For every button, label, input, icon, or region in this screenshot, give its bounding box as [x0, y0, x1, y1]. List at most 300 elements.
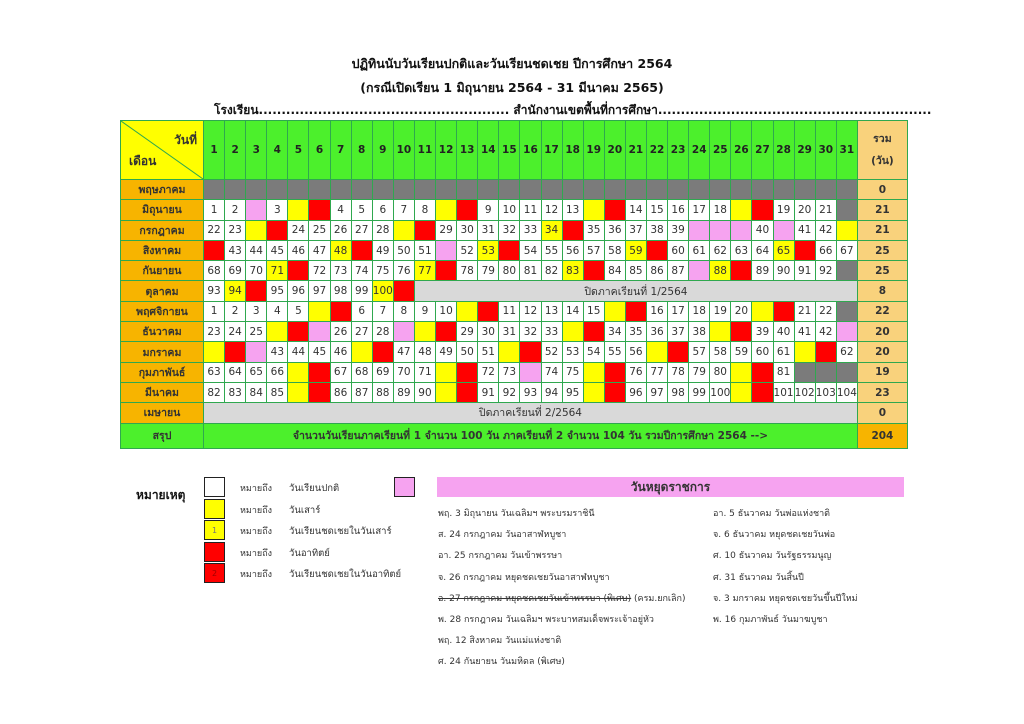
school-day-cell: 61 [689, 240, 710, 260]
school-day-cell: 47 [393, 342, 414, 362]
school-day-cell: 27 [351, 220, 372, 240]
school-day-cell: 52 [541, 342, 562, 362]
school-day-cell: 3 [267, 200, 288, 220]
month-row [121, 301, 908, 321]
school-day-cell: 71 [414, 362, 435, 382]
school-day-cell: 54 [583, 342, 604, 362]
legend-means-label: หมายถึง [240, 548, 273, 559]
holiday-text: พฤ. 3 มิถุนายน วันเฉลิมฯ พระบรมราชินี [438, 509, 595, 519]
saturday-cell [583, 382, 604, 402]
holiday-cell [773, 220, 794, 240]
school-day-cell: 15 [583, 301, 604, 321]
school-day-cell: 94 [541, 382, 562, 402]
legend-description: วันเรียนชดเชยในวันอาทิตย์ [289, 569, 402, 580]
no-day-cell [836, 362, 857, 382]
month-total: 0 [857, 180, 907, 200]
no-day-cell [752, 180, 773, 200]
school-day-cell: 97 [309, 281, 330, 301]
holiday-text: พฤ. 12 สิงหาคม วันแม่แห่งชาติ [438, 636, 562, 647]
sunday-cell [225, 342, 246, 362]
school-day-cell: 25 [309, 220, 330, 240]
school-day-cell: 14 [625, 200, 646, 220]
school-day-cell: 90 [414, 382, 435, 402]
school-day-cell: 93 [204, 281, 225, 301]
no-day-cell [478, 180, 499, 200]
school-day-cell: 29 [436, 220, 457, 240]
school-day-cell: 73 [499, 362, 520, 382]
holiday-text: พ. 28 กรกฎาคม วันเฉลิมฯ พระบาทสมเด็จพระเจ้าอยู่หัว [438, 615, 654, 625]
school-day-cell: 35 [625, 322, 646, 342]
school-day-cell: 61 [773, 342, 794, 362]
school-day-cell: 97 [646, 382, 667, 402]
no-day-cell [646, 180, 667, 200]
saturday-cell [562, 322, 583, 342]
day-header: 27 [752, 121, 773, 180]
sunday-cell [351, 240, 372, 260]
school-day-cell: 46 [288, 240, 309, 260]
school-day-cell: 100 [710, 382, 731, 402]
holiday-text: ศ. 24 กันยายน วันมหิดล (พิเศษ) [438, 657, 565, 668]
month-row [121, 362, 908, 382]
month-total: 19 [857, 362, 907, 382]
holiday-text: จ. 6 ธันวาคม หยุดชดเชยวันพ่อ [713, 530, 836, 541]
school-day-cell: 42 [815, 322, 836, 342]
day-header: 3 [246, 121, 267, 180]
holiday-item [713, 527, 835, 541]
school-day-cell: 53 [562, 342, 583, 362]
school-day-cell: 18 [689, 301, 710, 321]
saturday-makeup-cell: 83 [562, 261, 583, 281]
school-day-cell: 5 [288, 301, 309, 321]
saturday-cell [836, 220, 857, 240]
saturday-cell [794, 342, 815, 362]
summary-total: 204 [857, 423, 907, 448]
school-day-cell: 18 [710, 200, 731, 220]
school-day-cell: 78 [457, 261, 478, 281]
school-day-cell: 21 [815, 200, 836, 220]
school-day-cell: 89 [393, 382, 414, 402]
month-total: 22 [857, 301, 907, 321]
legend-means-label: หมายถึง [240, 505, 273, 516]
month-row [121, 281, 908, 301]
legend-means-label: หมายถึง [240, 484, 273, 494]
sunday-cell [288, 322, 309, 342]
school-day-cell: 23 [204, 322, 225, 342]
school-day-cell: 50 [393, 240, 414, 260]
school-day-cell: 79 [689, 362, 710, 382]
holiday-item [438, 591, 685, 605]
school-day-cell: 72 [478, 362, 499, 382]
school-day-cell: 98 [330, 281, 351, 301]
holiday-item [713, 570, 804, 584]
school-day-cell: 32 [499, 220, 520, 240]
month-name: พฤศจิกายน [121, 301, 204, 321]
saturday-cell [583, 362, 604, 382]
page-subtitle: (กรณีเปิดเรียน 1 มิถุนายน 2564 - 31 มีนาคม 2565) [360, 80, 664, 95]
school-day-cell: 56 [562, 240, 583, 260]
school-day-cell: 10 [436, 301, 457, 321]
holiday-item [713, 591, 858, 605]
month-row [121, 200, 908, 220]
no-day-cell [836, 261, 857, 281]
day-header: 6 [309, 121, 330, 180]
legend-swatch [204, 477, 225, 497]
sunday-cell [604, 382, 625, 402]
school-day-cell: 79 [478, 261, 499, 281]
school-day-cell: 22 [204, 220, 225, 240]
saturday-cell [604, 301, 625, 321]
school-day-cell: 43 [267, 342, 288, 362]
total-header-line1: รวม [873, 133, 892, 145]
holiday-cell [689, 261, 710, 281]
school-day-cell: 84 [604, 261, 625, 281]
school-day-cell: 89 [752, 261, 773, 281]
holiday-text: อา. 25 กรกฎาคม วันเข้าพรรษา [438, 551, 563, 562]
school-day-cell: 78 [668, 362, 689, 382]
school-day-cell: 12 [520, 301, 541, 321]
school-day-cell: 91 [794, 261, 815, 281]
school-day-cell: 102 [794, 382, 815, 402]
holiday-cell [710, 220, 731, 240]
school-day-cell: 64 [225, 362, 246, 382]
school-day-cell: 82 [204, 382, 225, 402]
saturday-cell [583, 200, 604, 220]
school-day-cell: 83 [225, 382, 246, 402]
school-day-cell: 30 [457, 220, 478, 240]
sunday-cell [204, 240, 225, 260]
legend-swatch [204, 499, 225, 519]
month-total: 20 [857, 342, 907, 362]
no-day-cell [288, 180, 309, 200]
school-calendar-table [120, 120, 908, 449]
school-day-cell: 99 [689, 382, 710, 402]
saturday-cell [436, 200, 457, 220]
no-day-cell [836, 180, 857, 200]
school-day-cell: 86 [330, 382, 351, 402]
month-axis-label: เดือน [129, 154, 157, 168]
month-name: สิงหาคม [121, 240, 204, 260]
school-day-cell: 28 [372, 322, 393, 342]
school-day-cell: 39 [752, 322, 773, 342]
sunday-cell [499, 240, 520, 260]
school-day-cell: 47 [309, 240, 330, 260]
school-day-cell: 27 [351, 322, 372, 342]
month-name: มีนาคม [121, 382, 204, 402]
sunday-cell [288, 261, 309, 281]
sunday-cell [246, 281, 267, 301]
holiday-item [438, 527, 566, 541]
no-day-cell [689, 180, 710, 200]
school-day-cell: 68 [204, 261, 225, 281]
school-day-cell: 9 [478, 200, 499, 220]
month-row [121, 382, 908, 402]
month-name: กรกฎาคม [121, 220, 204, 240]
school-day-cell: 1 [204, 301, 225, 321]
holiday-cell [246, 342, 267, 362]
school-day-cell: 66 [267, 362, 288, 382]
no-day-cell [457, 180, 478, 200]
sunday-cell [414, 220, 435, 240]
school-day-cell: 43 [225, 240, 246, 260]
saturday-makeup-cell: 71 [267, 261, 288, 281]
holiday-item [713, 548, 831, 562]
school-day-cell: 10 [499, 200, 520, 220]
school-day-cell: 68 [351, 362, 372, 382]
holiday-item [438, 612, 654, 626]
saturday-cell [752, 301, 773, 321]
summary-row [121, 423, 908, 448]
school-day-cell: 87 [668, 261, 689, 281]
day-header: 29 [794, 121, 815, 180]
school-day-cell: 48 [414, 342, 435, 362]
saturday-cell [436, 362, 457, 382]
saturday-makeup-cell: 100 [372, 281, 393, 301]
saturday-cell [204, 342, 225, 362]
month-total: 25 [857, 240, 907, 260]
school-day-cell: 31 [478, 220, 499, 240]
school-day-cell: 51 [414, 240, 435, 260]
saturday-makeup-cell: 59 [625, 240, 646, 260]
legend-means-label: หมายถึง [240, 527, 273, 537]
saturday-makeup-cell: 53 [478, 240, 499, 260]
sunday-cell [794, 240, 815, 260]
month-name: ตุลาคม [121, 281, 204, 301]
school-day-cell: 99 [351, 281, 372, 301]
month-row [121, 322, 908, 342]
saturday-cell [288, 200, 309, 220]
no-day-cell [668, 180, 689, 200]
holiday-text: พ. 16 กุมภาพันธ์ วันมาฆบูชา [713, 615, 828, 625]
school-day-cell: 2 [225, 200, 246, 220]
saturday-cell [499, 342, 520, 362]
school-day-cell: 20 [731, 301, 752, 321]
school-day-cell: 51 [478, 342, 499, 362]
no-day-cell [520, 180, 541, 200]
school-day-cell: 17 [689, 200, 710, 220]
school-day-cell: 8 [414, 200, 435, 220]
semester-break-cell: ปิดภาคเรียนที่ 1/2564 [414, 281, 857, 301]
school-day-cell: 84 [246, 382, 267, 402]
school-day-cell: 81 [520, 261, 541, 281]
saturday-cell [731, 382, 752, 402]
no-day-cell [836, 200, 857, 220]
no-day-cell [246, 180, 267, 200]
school-day-cell: 82 [541, 261, 562, 281]
school-day-cell: 26 [330, 322, 351, 342]
day-header: 15 [499, 121, 520, 180]
sunday-cell [309, 200, 330, 220]
no-day-cell [604, 180, 625, 200]
school-day-cell: 60 [668, 240, 689, 260]
holiday-cell [309, 322, 330, 342]
school-day-cell: 29 [457, 322, 478, 342]
day-header: 21 [625, 121, 646, 180]
no-day-cell [414, 180, 435, 200]
no-day-cell [309, 180, 330, 200]
sunday-cell [457, 362, 478, 382]
no-day-cell [836, 301, 857, 321]
school-day-cell: 4 [330, 200, 351, 220]
school-day-cell: 65 [246, 362, 267, 382]
sunday-cell [372, 342, 393, 362]
school-day-cell: 52 [457, 240, 478, 260]
school-day-cell: 42 [815, 220, 836, 240]
school-day-cell: 23 [225, 220, 246, 240]
school-day-cell: 104 [836, 382, 857, 402]
legend-means-label: หมายถึง [240, 570, 273, 580]
month-total: 0 [857, 403, 907, 423]
school-day-cell: 31 [499, 322, 520, 342]
sunday-cell [815, 342, 836, 362]
holiday-text: ศ. 31 ธันวาคม วันสิ้นปี [713, 572, 804, 583]
holiday-cell [246, 200, 267, 220]
header-row [121, 121, 908, 180]
holiday-cell [836, 322, 857, 342]
sunday-cell [457, 382, 478, 402]
holiday-note: (ครม.ยกเลิก) [631, 593, 686, 604]
no-day-cell [710, 180, 731, 200]
school-day-cell: 41 [794, 322, 815, 342]
total-header-line2: (วัน) [871, 155, 894, 167]
school-day-cell: 96 [288, 281, 309, 301]
saturday-cell [710, 322, 731, 342]
summary-text: จำนวนวันเรียนภาคเรียนที่ 1 จำนวน 100 วัน ภาคเรียนที่ 2 จำนวน 104 วัน รวมปีการศึกษา 2564 --> [204, 423, 858, 448]
month-row [121, 342, 908, 362]
saturday-cell [351, 342, 372, 362]
month-total: 23 [857, 382, 907, 402]
legend-description: วันอาทิตย์ [289, 547, 330, 559]
day-header: 26 [731, 121, 752, 180]
school-day-cell: 92 [499, 382, 520, 402]
sunday-cell [393, 281, 414, 301]
no-day-cell [204, 180, 225, 200]
school-day-cell: 12 [541, 200, 562, 220]
month-name: ธันวาคม [121, 322, 204, 342]
sunday-cell [752, 362, 773, 382]
saturday-makeup-cell: 77 [414, 261, 435, 281]
school-day-cell: 80 [499, 261, 520, 281]
school-day-cell: 95 [267, 281, 288, 301]
school-day-cell: 76 [393, 261, 414, 281]
school-day-cell: 101 [773, 382, 794, 402]
month-name: มิถุนายน [121, 200, 204, 220]
school-day-cell: 92 [815, 261, 836, 281]
school-day-cell: 67 [836, 240, 857, 260]
holiday-cell [393, 322, 414, 342]
day-header: 31 [836, 121, 857, 180]
school-day-cell: 11 [520, 200, 541, 220]
school-day-cell: 49 [436, 342, 457, 362]
day-header: 14 [478, 121, 499, 180]
day-header: 5 [288, 121, 309, 180]
school-day-cell: 80 [710, 362, 731, 382]
page-title: ปฏิทินนับวันเรียนปกติและวันเรียนชดเชย ปีการศึกษา 2564 [351, 56, 673, 71]
school-day-cell: 24 [225, 322, 246, 342]
school-day-cell: 36 [646, 322, 667, 342]
school-day-cell: 57 [689, 342, 710, 362]
holiday-text: จ. 3 มกราคม หยุดชดเชยวันขึ้นปีใหม่ [713, 593, 858, 604]
saturday-cell [731, 200, 752, 220]
school-day-cell: 13 [562, 200, 583, 220]
school-day-cell: 95 [562, 382, 583, 402]
sunday-cell [731, 322, 752, 342]
school-day-cell: 4 [267, 301, 288, 321]
no-day-cell [583, 180, 604, 200]
sunday-cell [773, 301, 794, 321]
school-day-cell: 37 [625, 220, 646, 240]
day-header: 25 [710, 121, 731, 180]
sunday-cell [604, 200, 625, 220]
no-day-cell [267, 180, 288, 200]
holiday-text: อ. 27 กรกฎาคม หยุดชดเชยวันเข้าพรรษา (พิเศษ) [438, 593, 632, 604]
day-axis-label: วันที่ [174, 133, 197, 147]
legend-swatch: 2 [204, 563, 225, 583]
holiday-cell [520, 362, 541, 382]
day-header: 7 [330, 121, 351, 180]
holiday-text: ศ. 10 ธันวาคม วันรัฐธรรมนูญ [713, 551, 832, 562]
saturday-cell [646, 342, 667, 362]
day-header: 10 [393, 121, 414, 180]
no-day-cell [330, 180, 351, 200]
school-day-cell: 45 [309, 342, 330, 362]
holiday-item [438, 548, 562, 562]
holiday-item [438, 570, 610, 584]
school-day-cell: 98 [668, 382, 689, 402]
month-total: 21 [857, 200, 907, 220]
holiday-text: อา. 5 ธันวาคม วันพ่อแห่งชาติ [713, 509, 831, 519]
school-day-cell: 90 [773, 261, 794, 281]
school-day-cell: 75 [372, 261, 393, 281]
school-day-cell: 103 [815, 382, 836, 402]
school-day-cell: 70 [393, 362, 414, 382]
saturday-makeup-cell: 94 [225, 281, 246, 301]
saturday-cell [267, 322, 288, 342]
school-day-cell: 85 [267, 382, 288, 402]
legend-swatch [204, 542, 225, 562]
no-day-cell [773, 180, 794, 200]
no-day-cell [815, 362, 836, 382]
month-total: 20 [857, 322, 907, 342]
saturday-makeup-cell: 34 [541, 220, 562, 240]
school-day-cell: 91 [478, 382, 499, 402]
sunday-cell [668, 342, 689, 362]
school-day-cell: 59 [731, 342, 752, 362]
school-day-cell: 7 [372, 301, 393, 321]
school-day-cell: 62 [836, 342, 857, 362]
school-day-cell: 19 [710, 301, 731, 321]
month-total: 21 [857, 220, 907, 240]
school-day-cell: 14 [562, 301, 583, 321]
school-day-cell: 57 [583, 240, 604, 260]
holiday-cell [689, 220, 710, 240]
school-day-cell: 67 [330, 362, 351, 382]
school-day-cell: 87 [351, 382, 372, 402]
no-day-cell [541, 180, 562, 200]
day-header: 24 [689, 121, 710, 180]
sunday-cell [646, 240, 667, 260]
month-name: กันยายน [121, 261, 204, 281]
school-day-cell: 77 [646, 362, 667, 382]
day-header: 11 [414, 121, 435, 180]
month-row [121, 220, 908, 240]
day-header: 22 [646, 121, 667, 180]
school-day-cell: 3 [246, 301, 267, 321]
day-header: 12 [436, 121, 457, 180]
school-day-cell: 74 [541, 362, 562, 382]
saturday-cell [457, 301, 478, 321]
holiday-swatch [394, 477, 415, 497]
school-day-cell: 38 [646, 220, 667, 240]
